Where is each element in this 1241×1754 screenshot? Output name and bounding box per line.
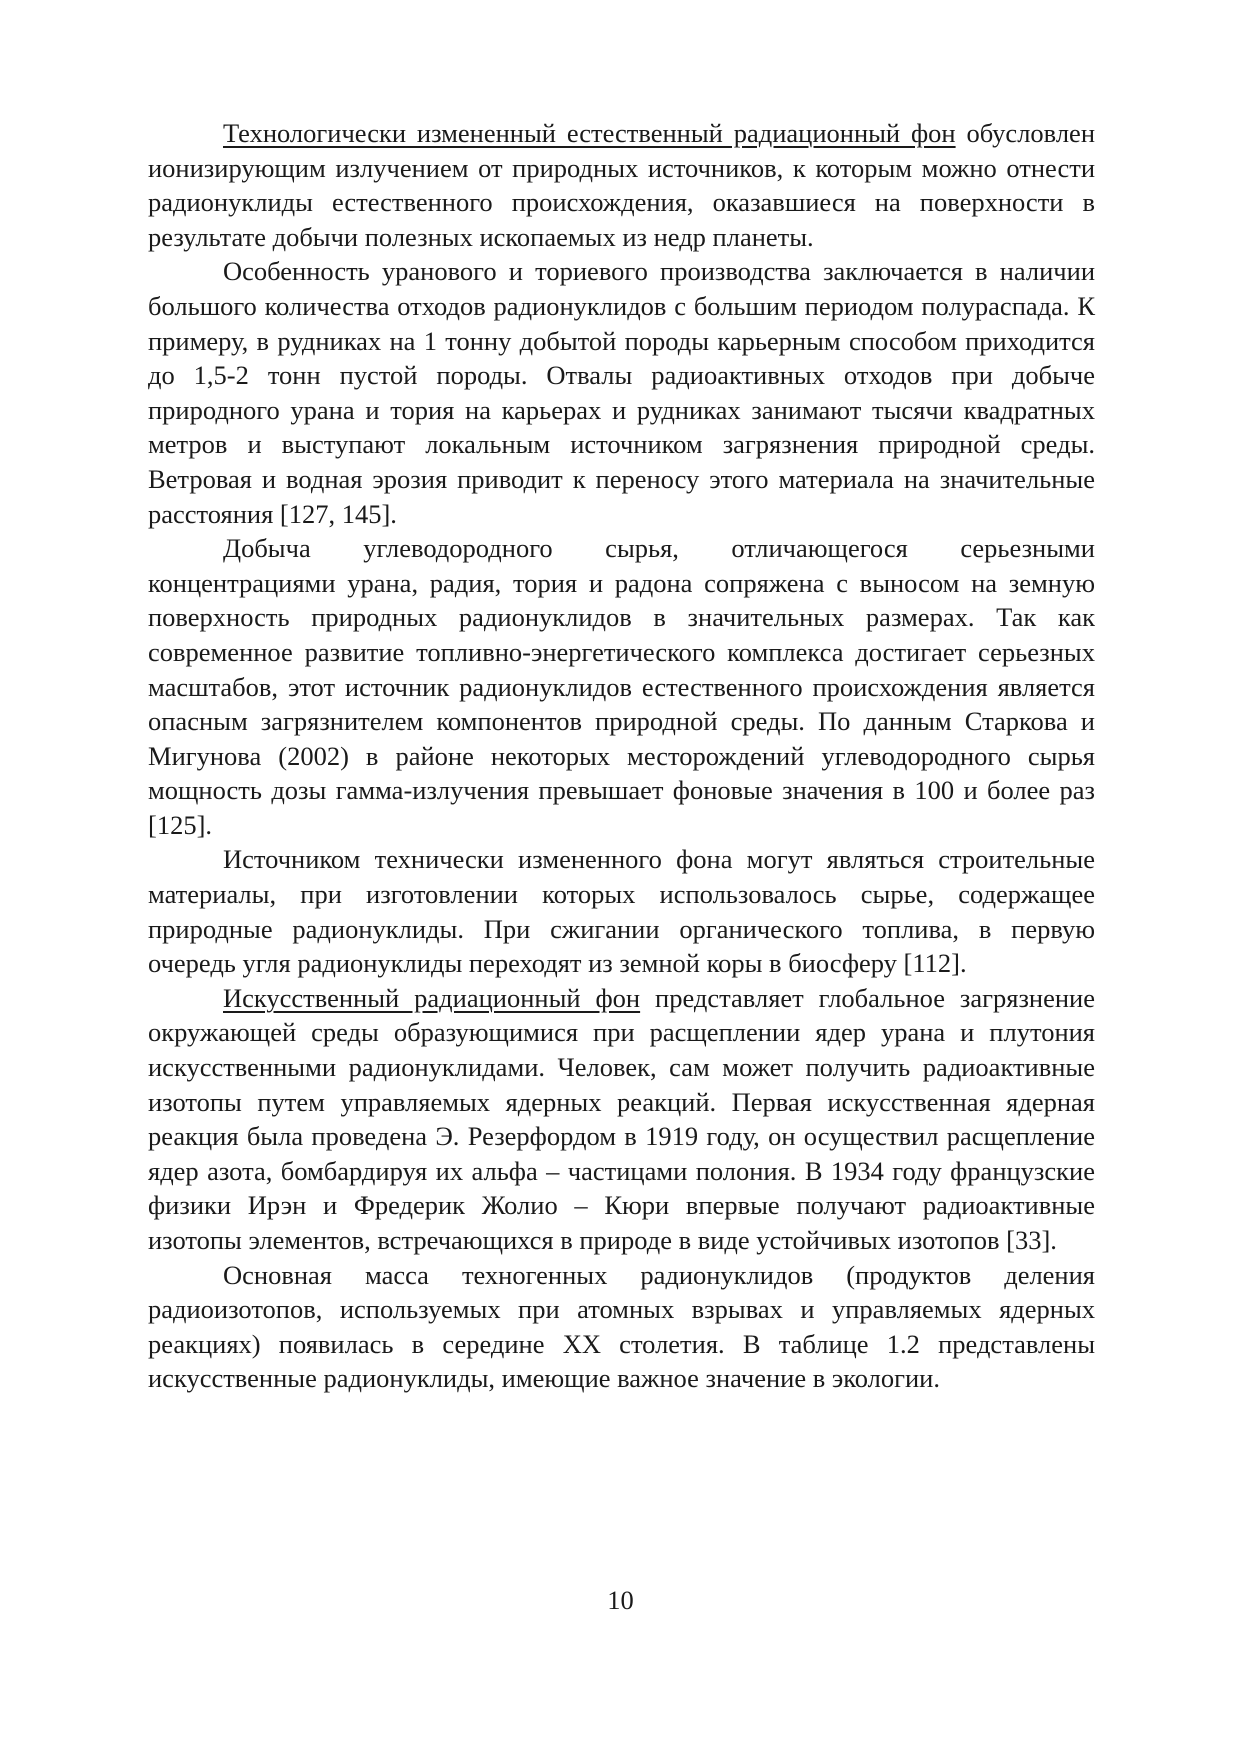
underlined-term-technological-background: Технологически измененный естественный радиационный фон bbox=[223, 118, 956, 148]
paragraph-uranium-thorium-production: Особенность уранового и ториевого производства заключается в наличии большого количества отходов радионуклидов с большим периодом полураспада. К примеру, в рудниках на 1 тонну добытой породы карьерным способом приходится до 1,5-2 тонн пустой породы. Отвалы радиоактивных отходов при добыче природного урана и тория на карьерах и рудниках занимают тысячи квадратных метров и выступают локальным источником загрязнения природной среды. Ветровая и водная эрозия приводит к переносу этого материала на значительные расстояния [127, 145]. bbox=[148, 256, 1095, 529]
paragraph-artificial-background bbox=[148, 981, 1095, 1258]
paragraph-text: обусловлен ионизирующим излучением от природных источников, к которым можно отнести радионуклиды естественного происхождения, оказавшиеся на поверхности в результате добычи полезных ископаемых из недр планеты. bbox=[148, 118, 1095, 252]
paragraph-technogenic-radionuclides: Основная масса техногенных радионуклидов (продуктов деления радиоизотопов, используемых при атомных взрывах и управляемых ядерных реакциях) появилась в середине XX столетия. В таблице 1.2 представлены искусственные радионуклиды, имеющие важное значение в экологии. bbox=[148, 1259, 1095, 1394]
page-number: 10 bbox=[607, 1585, 634, 1615]
paragraph-building-materials: Источником технически измененного фона могут являться строительные материалы, при изготовлении которых использовалось сырье, содержащее природные радионуклиды. При сжигании органического топлива, в первую очередь угля радионуклиды переходят из земной коры в биосферу [112]. bbox=[148, 844, 1095, 979]
paragraph-text: представляет глобальное загрязнение окружающей среды образующимися при расщеплении ядер урана и плутония искусственными радионуклидами. Человек, сам может получить радиоактивные изотопы путем управляемых ядерных реакций. Первая искусственная ядерная реакция была проведена Э. Резерфордом в 1919 году, он осуществил расщепление ядер азота, бомбардируя их альфа – частицами полония. В 1934 году французские физики Ирэн и Фредерик Жолио – Кюри впервые получают радиоактивные изотопы элементов, встречающихся в природе в виде устойчивых изотопов [33]. bbox=[148, 982, 1095, 1255]
paragraph-hydrocarbon-extraction: Добыча углеводородного сырья, отличающегося серьезными концентрациями урана, радия, тория и радона сопряжена с выносом на земную поверхность природных радионуклидов в значительных размерах. Так как современное развитие топливно-энергетического комплекса достигает серьезных масштабов, этот источник радионуклидов естественного происхождения является опасным загрязнителем компонентов природной среды. По данным Старкова и Мигунова (2002) в районе некоторых месторождений углеводородного сырья мощность дозы гамма-излучения превышает фоновые значения в 100 и более раз [125]. bbox=[148, 533, 1095, 840]
underlined-term-artificial-background: Искусственный радиационный фон bbox=[223, 982, 641, 1013]
page-body bbox=[148, 116, 1095, 1396]
paragraph-technologically-altered-background bbox=[148, 116, 1095, 254]
